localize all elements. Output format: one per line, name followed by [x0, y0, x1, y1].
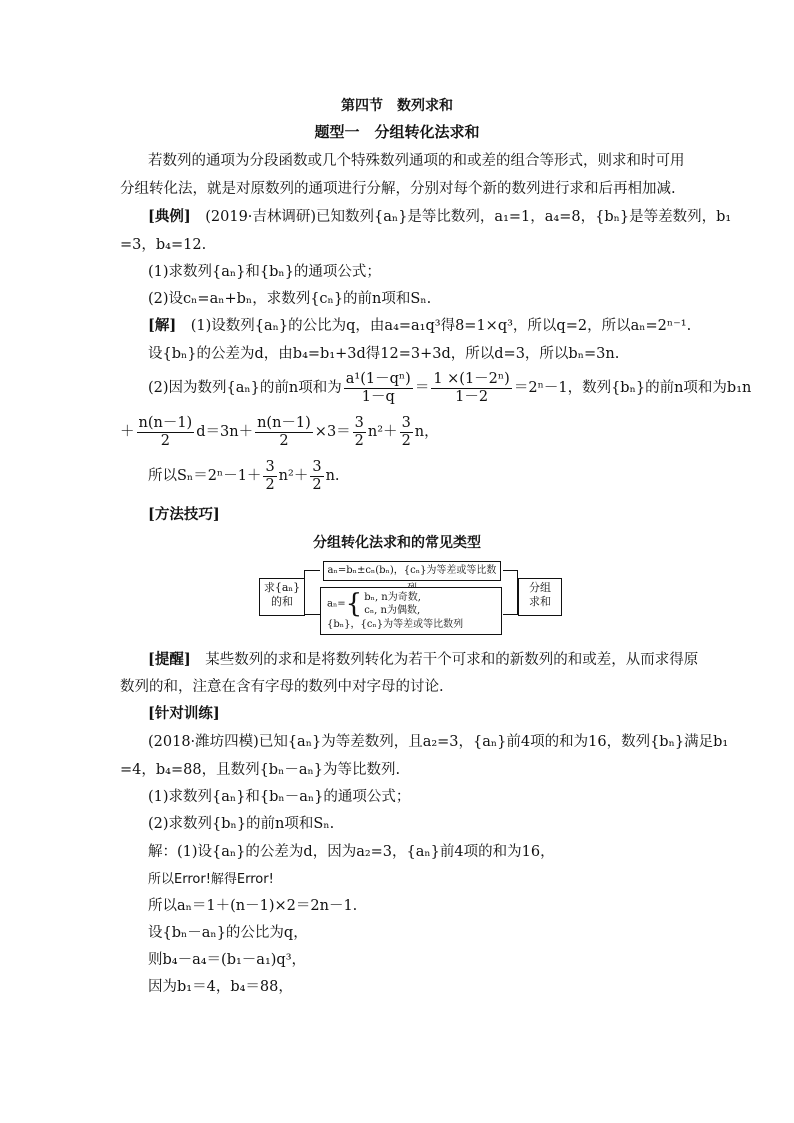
- intro-line-2: 分组转化法，就是对原数列的通项进行分解，分别对每个新的数列进行求和后再相加减.: [120, 181, 676, 197]
- solution-text-3a: (2)因为数列{aₙ}的前n项和为: [148, 380, 342, 396]
- fraction-4: [255, 415, 313, 450]
- solution-label: [解]: [148, 317, 177, 334]
- solution-text-4a: d＝3n＋: [196, 424, 254, 440]
- fraction-3-num: n(n－1): [138, 414, 193, 431]
- right-box-line-2: 求和: [529, 595, 551, 608]
- solution-eq: ＝: [414, 380, 430, 396]
- solution-text-5c: n.: [325, 468, 340, 484]
- example-question-1: (1)求数列{aₙ}和{bₙ}的通项公式；: [148, 264, 381, 280]
- intro-line-1: 若数列的通项为分段函数或几个特殊数列通项的和或差的组合等形式，则求和时可用: [148, 153, 685, 169]
- case-1: bₙ, n为奇数,: [364, 592, 421, 603]
- figure-title: 分组转化法求和的常见类型: [313, 535, 481, 551]
- training-solution-6: 因为b₁＝4，b₄＝88，: [148, 979, 293, 995]
- piecewise-cases: [364, 591, 421, 617]
- bottom-box-note: {bₙ}，{cₙ}为等差或等比数列: [327, 619, 464, 630]
- fraction-6-num: 3: [401, 414, 411, 431]
- solution-line-1: [148, 316, 708, 336]
- fraction-3-den: 2: [160, 432, 170, 449]
- fraction-4-den: 2: [279, 432, 289, 449]
- right-box-line-1: 分组: [529, 581, 551, 594]
- example-label: [典例]: [148, 208, 191, 225]
- example-line-1: [148, 207, 732, 227]
- training-question-2: (2)求数列{bₙ}的前n项和Sₙ.: [148, 816, 335, 832]
- fraction-7-num: 3: [265, 458, 275, 475]
- solution-plus: ＋: [120, 424, 135, 440]
- example-question-2: (2)设cₙ=aₙ+bₙ，求数列{cₙ}的前n项和Sₙ.: [148, 291, 432, 307]
- section-title: 第四节 数列求和: [341, 98, 453, 114]
- solution-line-5: [148, 456, 708, 496]
- left-box-line-1: 求{aₙ}: [263, 581, 301, 594]
- training-line-2: =4，b₄=88，且数列{bₙ－aₙ}为等比数列.: [120, 762, 401, 778]
- case-2: cₙ, n为偶数,: [364, 605, 421, 616]
- training-question-1: (1)求数列{aₙ}和{bₙ－aₙ}的通项公式；: [148, 789, 411, 805]
- tip-text-1: 某些数列的求和是将数列转化为若干个可求和的新数列的和或差，从而求得原: [190, 652, 699, 668]
- right-bracket-connector: [503, 570, 518, 615]
- left-bracket-connector: [304, 570, 320, 615]
- solution-text-5a: 所以Sₙ＝2ⁿ－1＋: [148, 468, 262, 484]
- example-line-2: =3，b₄=12.: [120, 237, 207, 253]
- fraction-4-num: n(n－1): [257, 414, 311, 431]
- methods-label: [方法技巧]: [148, 506, 220, 523]
- bottom-box: [320, 587, 502, 635]
- training-solution-5: 则b₄－a₄＝(b₁－a₁)q³，: [148, 952, 307, 968]
- tip-label: [提醒]: [148, 651, 191, 668]
- fraction-2: [431, 371, 512, 406]
- fraction-5: [353, 415, 366, 450]
- subtitle: 题型一 分组转化法求和: [314, 123, 480, 141]
- fraction-8: [310, 459, 323, 494]
- piecewise: [327, 591, 501, 617]
- fraction-5-num: 3: [354, 414, 364, 431]
- training-solution-1: 解：(1)设{aₙ}的公差为d，因为a₂=3，{aₙ}前4项的和为16，: [148, 844, 555, 860]
- solution-line-4: [120, 412, 680, 452]
- solution-text-1: (1)设数列{aₙ}的公比为q，由a₄=a₁q³得8=1×q³，所以q=2，所以aₙ=2ⁿ⁻¹.: [176, 318, 692, 334]
- training-line-1: (2018·潍坊四模)已知{aₙ}为等差数列，且a₂=3，{aₙ}前4项的和为16，数列{bₙ}满足b₁: [148, 734, 729, 750]
- solution-line-3: [148, 368, 752, 408]
- solution-text-3b: ＝2ⁿ－1，数列{bₙ}的前n项和为b₁n: [513, 380, 752, 396]
- training-solution-2: [148, 869, 708, 890]
- solution-text-5b: n²＋: [278, 468, 309, 484]
- training-solution-3: 所以aₙ＝1＋(n－1)×2＝2n－1.: [148, 898, 358, 914]
- left-box-line-2: 的和: [271, 595, 293, 608]
- solution-text-4b: ×3＝: [314, 424, 351, 440]
- fraction-1-num: a¹(1－qⁿ): [345, 370, 411, 387]
- fraction-2-num: 1 ×(1－2ⁿ): [433, 370, 510, 387]
- example-text-1: (2019·吉林调研)已知数列{aₙ}是等比数列，a₁=1，a₄=8，{bₙ}是等差数列，b₁: [190, 209, 732, 225]
- training-solution-2-text: 所以Error!解得Error!: [148, 872, 274, 887]
- fraction-7-den: 2: [265, 476, 275, 493]
- solution-text-4d: n，: [414, 424, 439, 440]
- top-box: aₙ=bₙ±cₙ(bₙ)，{cₙ}为等差或等比数: [323, 561, 501, 581]
- left-box: [259, 578, 305, 616]
- fraction-7: [263, 459, 276, 494]
- brace-icon: {: [345, 589, 363, 619]
- piecewise-lhs: aₙ=: [327, 598, 346, 610]
- fraction-8-den: 2: [312, 476, 322, 493]
- right-box: [518, 578, 562, 616]
- fraction-6-den: 2: [401, 432, 411, 449]
- fraction-6: [400, 415, 413, 450]
- fraction-8-num: 3: [312, 458, 322, 475]
- fraction-3: [137, 415, 195, 450]
- fraction-5-den: 2: [354, 432, 364, 449]
- training-label: [针对训练]: [148, 705, 220, 722]
- fraction-1-den: 1－q: [361, 388, 395, 405]
- tip-line-1: [148, 650, 708, 670]
- fraction-1: [344, 371, 413, 406]
- fraction-2-den: 1－2: [455, 388, 489, 405]
- tip-line-2: 数列的和，注意在含有字母的数列中对字母的讨论.: [120, 679, 444, 695]
- solution-line-2: 设{bₙ}的公差为d，由b₄=b₁+3d得12=3+3d，所以d=3，所以bₙ=3n.: [148, 346, 620, 362]
- solution-text-4c: n²＋: [367, 424, 398, 440]
- training-solution-4: 设{bₙ－aₙ}的公比为q，: [148, 925, 308, 941]
